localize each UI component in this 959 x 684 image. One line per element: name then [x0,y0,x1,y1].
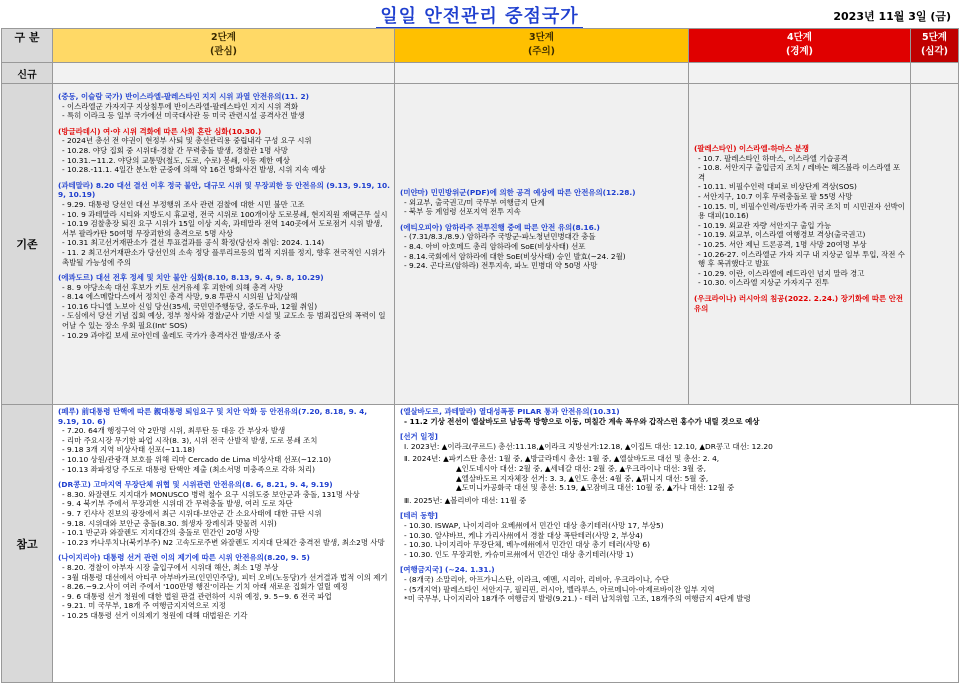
entry-group [58,407,390,474]
entry-item: - 외교부, 출국권고/미 국무부 여행금지 단계 [404,197,545,207]
entry-item: - 10.28.-11.1. 4일간 분노한 군중에 의해 약 16건 방화사건 발생, 시위 지속 예상 [62,165,326,175]
row-label-new: 신규 [2,63,53,84]
list-item: ▲도미니카공화국 대선 및 총선: 5.19, ▲모잠비크 대선: 10월 중, ▲가나 대선: 12월 중 [456,483,735,493]
entry-item: - 9.21. 미 국무부, 18개 주 여행금지지역으로 지정 [62,601,226,611]
entry-item: - 9. 7 킨샤사 진보의 광장에서 최근 시위대-보안군 간 소요사태에 대한 규탄 시위 [62,508,322,518]
ban-section [400,565,954,603]
header-level5 [911,29,959,63]
entry-item: - 8.14.국회에서 암하라에 대한 SoE(비상사태) 승인 발효(~24. 2월) [404,251,626,261]
election-list [400,442,954,506]
ref-left-list [53,405,394,620]
entry-item: - 10.8. 서안지구 출입금지 조치 / 레바논 헤즈볼라 이스라엘 포격 [698,163,901,182]
level2-title: 2단계 [211,32,236,43]
list-item: ▲엘살바도르 지자체장 선거: 3. 3, ▲인도 총선: 4월 중, ▲튀니지 대선: 5월 중, [456,473,709,483]
entry-group [58,92,390,121]
ref-right-list [395,405,958,604]
list-item: - 10.30. 알샤바브, 케냐 가리사州에서 경찰 대상 폭탄테러(사망 2, 부상4) [404,530,643,540]
entry-item: - 10.11. 비필수인력 대피로 비상단계 격상(SOS) [698,182,857,192]
entry-item: - 10.30. 이스라엘 지상군 가자지구 진투 [698,278,829,288]
row-label-basic: 기존 [2,84,53,405]
entry-item: - 10.19. 외교부, 이스라엘 여행경보 격상(출국권고) [698,230,866,240]
entry-item: - 10.10 상원/관광객 보호를 위해 리마 Cercado de Lima 비상사태 선포(~12.10) [62,454,331,464]
new-level4 [689,63,911,84]
ban-head: [여행금지국] (~24. 1.31.) [400,565,495,575]
entry-item: - 이스라엘군 가자지구 지상침투에 반이스라엘-팔레스타인 지지 시위 격화 [62,101,298,111]
level2-sub: (관심) [209,46,238,57]
report-date: 2023년 11월 3일 (금) [833,10,951,23]
level3-title: 3단계 [529,32,554,43]
terror-section [400,511,954,559]
entry-item: - 10.28. 야당 집회 중 시위대-경찰 간 무력충돌 발생, 경찰관 1명 사망 [62,145,288,155]
row-ref [2,405,959,683]
entry-group [400,188,684,217]
list-item: - 10.30. 나이지리아 무장단체, 베누에州에서 민간인 대상 총기 테러(사망 6) [404,540,651,550]
basic-level3 [395,84,689,405]
entry-heading: (에콰도르) 대선 전후 정세 및 치안 불안 심화(8.10, 8.13, 9. 4, 9. 8, 10.29) [58,273,324,283]
entry-item: - 9. 6 대통령 선거 청원에 대한 법원 판결 관련하여 시위 예정, 9. 5~9. 6 전국 파업 [62,591,332,601]
entry-item: - 10.23 카나루치나(북키부주) N2 고속도로주변 와잘렌도 지지대 단체간 충격전 발생, 최소2명 사망 [62,537,385,547]
entry-item: - 8. 9 야당소속 대선 후보가 키토 선거유세 후 괴한에 의해 총격 사망 [62,282,284,292]
terror-list [400,521,954,559]
entry-item: - 특히 이라크 등 일부 국가에선 미국대사관 등 미국 관련시설 공격사건 발생 [62,111,305,121]
entry-heading: (나이지리아) 대통령 선거 관련 이의 제기에 따른 시위 안전유의(8.20, 9. 5) [58,553,310,563]
elsal-section [400,407,954,426]
level5-title: 5단계 [922,32,947,43]
entry-item: - (7.31/8.3./8.9.) 암하라주 국방군-파노청년민병대간 충돌 [404,232,596,242]
row-new [2,63,959,84]
header-level4 [689,29,911,63]
entry-group [694,144,906,288]
title-row [0,0,959,28]
entry-item: - 10.16 다니엘 노보아 신임 당선(35세, 국민민주행동당, 중도우파, 12월 취임) [62,301,318,311]
entry-item: - 10.13 좌파정당 주도로 대통령 탄핵안 제출 (최소서명 미충족으로 각하 처리) [62,464,315,474]
entry-item: - 10.25 대통령 선거 이의제기 청원에 대해 대법원은 기각 [62,610,248,620]
ref-left [53,405,395,683]
elsal-head: (엘살바도르, 과테말라) 열대성폭풍 PILAR 통과 안전유의(10.31) [400,407,620,416]
entry-item: - 10.29. 이란, 이스라엘에 레드라인 넘지 말라 경고 [698,268,865,278]
list-item: Ⅰ. 2023년: ▲이라크(쿠르드) 총선:11.18,▲이라크 지방선거:12.18, ▲이집트 대선: 12.10, ▲DR콩고 대선: 12.20 [404,441,773,451]
safety-table [1,28,959,683]
entry-heading: (중동, 이슬람 국가) 반이스라엘-팔레스타인 지지 시위 과열 안전유의(11. 2) [58,92,309,101]
entry-heading: (팔레스타인) 이스라엘-하마스 분쟁 [694,144,809,153]
entry-item: - 10.25. 서안 제닌 드론공격, 1명 사망 20여명 부상 [698,239,867,249]
entry-group [58,273,390,340]
entry-item: - 9.29. 대통령 당선인 대선 부정행위 조사 관련 검찰에 대한 시민 불만 고조 [62,199,305,209]
entry-item: - 리마 주요시장 무기한 파업 시작(8. 3), 시위 전국 산발적 발생, 도로 봉쇄 조치 [62,435,318,445]
entry-item: - 10.31 최고선거재판소가 결선 투표결과를 공식 확정(당선자 취임: 2024. 1.14) [62,238,325,248]
list-item: Ⅲ. 2025년: ▲볼리비아 대선: 11월 중 [404,495,527,505]
entry-item: - 10.31.~11.2. 야당의 교통망(철도, 도로, 수로) 봉쇄, 이동 제한 예상 [62,155,290,165]
entry-group [58,553,390,620]
entry-item: - 7.20. 64개 행정구역 약 2만명 시위, 최루탄 등 대응 간 부상자 발생 [62,426,286,436]
basic-level5 [911,84,959,405]
header-level2 [53,29,395,63]
entry-item: - 8.20. 경찰이 아부자 시장 출입구에서 시위대 해산, 최소 1명 부상 [62,562,279,572]
list-item: Ⅱ. 2024년: ▲파키스탄 총선: 1월 중, ▲방글라데시 총선: 1월 중, ▲엘살바도르 대선 및 총선: 2. 4, [404,454,720,464]
entry-item: - 10.15. 미, 비필수인력/동반가족 귀국 조치 미 시민권자 선박이용 대피(10.16) [698,201,905,221]
entry-heading: (미얀마) 민민방위군(PDF)에 의한 공격 예상에 따른 안전유의(12.28.) [400,188,636,197]
basic-level2 [53,84,395,405]
entry-item: - 10.19 검찰총장 퇴진 요구 시위가 15일 이상 지속, 과테말라 전역 140곳에서 도로점거 시위 발생, 서부 팔라카탄 50여명 무장괴한의 총격으로 5명 사상 [62,219,383,238]
basic-level4 [689,84,911,405]
entry-item: - 11. 2 최고선거재판소가 당선인의 소속 정당 플루리르등의 법적 지위를 정지, 향후 전국적인 시위가 촉발될 가능성에 주의 [62,247,386,267]
entry-item: - 10.7. 팔레스타인 하마스, 이스라엘 기습공격 [698,153,848,163]
ref-right [395,405,959,683]
entry-item: - 2024년 총선 전 야권이 현정부 사퇴 및 총선관리용 중립내각 구성 요구 시위 [62,136,312,146]
entry-heading: (에티오피아) 암하라주 전투진행 중에 따른 안전 유의(8.16.) [400,222,600,232]
new-level2 [53,63,395,84]
page-title [0,2,959,28]
entry-item: - 8.30. 와잘렌도 지지대가 MONUSCO 병력 철수 요구 시위도중 보안군과 충돌, 131명 사상 [62,489,360,499]
entry-heading: (우크라이나) 러시아의 침공(2022. 2.24.) 장기화에 따른 안전유의 [694,293,904,313]
entry-item: - 10. 9 과테말라 시티와 지방도시 휴교령, 전국 시위로 100개이상 도로봉쇄, 현지직원 재택근무 실시 [62,209,388,219]
entry-item: - 9.24. 곤다르(암하라) 전투지속, 파노 민병대 약 50명 사망 [404,261,598,271]
entry-group [58,480,390,547]
terror-head: [테러 동향] [400,511,438,521]
entry-item: - 9.18. 시위대와 보안군 충돌(8.30. 희생자 장례식과 맞물려 시위) [62,518,277,528]
entry-item: - 9. 4 북키부 주에서 무장괴한 시위대 간 무력충돌 발생, 여러 도로 차단 [62,499,293,509]
entry-item: - 서안지구, 10.7 이후 무력충돌로 팔 55명 사망 [698,191,853,201]
level3-sub: (주의) [527,46,556,57]
level5-sub: (심각) [920,46,949,57]
entry-group [58,127,390,175]
entry-item: - 10.26-27. 이스라엘군 가자 지구 내 지상군 일부 투입, 작전 수행 후 복귀했다고 발표 [698,249,905,269]
list-item: *미 국무부, 나이지리아 18개주 여행금지 발령(9.21.) - 테러 납치위협 고조, 18개주의 여행금지 4단계 발령 [404,594,751,604]
entry-group [58,181,390,267]
elsal-item: - 11.2 기상 전선이 엘살바도르 남동쪽 방향으로 이동, 며칠간 계속 폭우와 갑작스런 홍수가 내릴 것으로 예상 [404,416,760,426]
entry-item: - 9.18 3개 지역 비상사태 선포(~11.18) [62,445,195,455]
entry-item: - 8.14 에스메랄다스에서 정치인 총격 사망, 9.8 투판시 시의원 납치/살해 [62,292,298,302]
new-level5 [911,63,959,84]
basic-level2-list [53,84,394,340]
entry-heading: (과테말라) 8.20 대선 결선 이후 정국 불안, 대규모 시위 및 무장괴한 등 안전유의 (9.13, 9.19, 10. 9, 10.19) [58,180,390,200]
list-item: - 10.30. 인도 무장괴한, 카슈미르州에서 민간인 대상 총기테러(사망 1) [404,549,634,559]
entry-group [694,294,906,313]
entry-item: - 8.4. 아비 아호메드 총리 암하라에 SoE(비상사태) 선포 [404,241,586,251]
list-item: - (5개지역) 팔레스타인 서안지구, 필리핀, 러시아, 벨라루스, 아르메니아-아제르바이잔 일부 지역 [404,584,715,594]
title-text: 일일 안전관리 중점국가 [376,6,582,29]
election-head: [선거 일정] [400,432,438,442]
basic-level3-list [395,84,688,271]
header-category: 구 분 [2,29,53,63]
row-label-ref: 참고 [2,405,53,683]
entry-item: - 8.26.~9.2.사이 여러 주에서 '100만명 행진'이라는 기치 아래 새로운 집회가 열릴 예정 [62,582,348,592]
entry-item: - 북부 등 계엄령 선포지역 전투 지속 [404,207,521,217]
header-level3 [395,29,689,63]
level4-sub: (경계) [785,46,814,57]
list-item: - 10.30. ISWAP, 나이지리아 요베州에서 민간인 대상 총기테러(사망 17, 부상5) [404,520,664,530]
entry-item: - 10.29 과야킬 보세 로아인데 울레도 국가가 총격사건 발생/조사 중 [62,330,281,340]
list-item: - (8개국) 소말리아, 아프가니스탄, 이라크, 예멘, 시리아, 리비아, 우크라이나, 수단 [404,574,669,584]
ban-list [400,575,954,604]
header-row [2,29,959,63]
basic-level4-list [689,84,910,313]
entry-heading: (DR콩고) 고마지역 무장단체 위협 및 시위관련 안전유의(8. 6, 8.21, 9. 4, 9.19) [58,480,333,490]
entry-heading: (페루) 前대통령 탄핵에 따른 親대통령 퇴임요구 및 치안 악화 등 안전유의(7.20, 8.18, 9. 4, 9.19, 10. 6) [58,407,368,426]
level4-title: 4단계 [787,32,812,43]
election-section [400,432,954,505]
entry-item: - 3월 대통령 대선에서 아티쿠 아부바카르(인민민주당), 피터 오비(노동당)가 선거결과 법적 이의 제기 [62,572,388,582]
row-basic [2,84,959,405]
entry-item: - 10.1 반군과 와잘렌도 지지대간의 충돌로 민간인 20명 사망 [62,528,260,538]
entry-item: - 10.19. 외교관 자량 서안지구 출입 가능 [698,220,832,230]
new-level3 [395,63,689,84]
entry-group [400,223,684,271]
entry-item: - 도심에서 당선 기념 집회 예상, 정부 청사와 경찰/군사 기반 시설 및 교도소 등 범죄집단의 폭력이 일어날 수 있는 장소 우회 필요(Int' SOS) [62,311,386,331]
list-item: ▲인도네시아 대선: 2월 중, ▲세네갈 대선: 2월 중, ▲우크라이나 대선: 3월 중, [456,463,707,473]
entry-heading: (방글라데시) 여·야 시위 격화에 따른 사회 혼란 심화(10.30.) [58,126,262,136]
